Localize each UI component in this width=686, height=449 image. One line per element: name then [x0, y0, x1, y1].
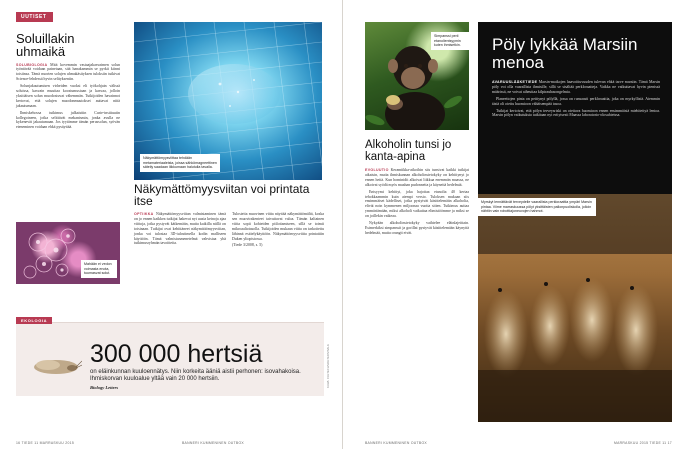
article2-col1: OPTIIKKA Näkymättömyysviitan valmistaminen tämä on jo ennen kaikkea tutkijat hakevat nyt uusia keinoja ajaa viittoja, jotka pystyvät kätkemään, mutta kaikilla niillä on toisinaan. Tutkijat ovat kehittäneet näkymättömyysviitan, jonka voi tulostaa 3D-tulostimella kodin malliseen käyttöön. Tämä valmistusmenetelmä vahvistaa yhä tutkimusryhmän tavoitteita.	[134, 212, 226, 246]
article1-body-p3: Ihmiskehossa tutkimus julkaistiin Curie-instituutin kollegoineen, jotka selittävät mekanismin, jonka avulla ne kykenevät jakautumaan. Jos tyytämme tämän perussolun, syövän eteneminen voidaan ehkä pysäyttää.	[16, 110, 120, 130]
headline-poly-mars: Pöly lykkää Marsiin menoa	[492, 35, 638, 72]
article5-p1: AVARUUSLÄÄKETIEDE Marsin-matkojen haavoittuvuuden tulevan ehkä tarve marsiin. Tämä Marsin pöly voi olla vaarallista ihmisille, sillä se sisältää perkloraatteja. Vaikka ne vaikuttavat hyvin pienissä määrissä, ne voivat aiheuttaa kilpirauhasongelmia.	[492, 80, 660, 94]
left-page-number: 16	[16, 441, 21, 445]
article4-col3: Nykyään alkoholinsietokyky vaihtelee eläinlajeittain. Esimerkiksi simpanssit ja gorillat pystyvät käsittelemään käynyttä hedelmää, mutta orangit eivät.	[365, 221, 469, 235]
chimp-photo	[365, 22, 469, 130]
left-folio	[16, 441, 74, 445]
news3-source: Biology Letters	[90, 385, 119, 390]
article5-p3: Tutkijat kertoivat, että pölyn terveysriski on otettava huomioon ennen ensimmäistä miehitettyä lentoa. Marsin pölyn vaikutuksia tutkitaan nyt erityisesti Maassa laboratorio-olosuhteissa.	[492, 108, 660, 118]
label-ekologia: EKOLOGIA	[16, 317, 52, 324]
kicker-evoluutio: EVOLUUTIO	[365, 168, 389, 172]
article4-col1: EVOLUUTIO Keramiikka-aikoihin siis tunsivat kaikki tutkijat aikaisin, mutta ihmiskunnan alkoholinsietokyky on kehittynyt jo ennen heitä. Kun hominidit alkoivat liikkua enemmän maassa, ne alkoivat syödä myös maahan pudonneita ja käyneitä hedelmiä.	[365, 168, 469, 187]
news3-lead: on eläinkunnan kuuloennätys. Niin korkeita ääniä aistii perhonen: isovahakoisa. Ihmiskorvan kuuloalue yltää vain 20 000 hertsiin.	[90, 369, 301, 382]
article5-p2: Planeettojen pinta on peittynyt pölyllä, jossa on runsaasti perkloraattia, joka on myrkyllistä. Aiemmin tästä oli otettu huomioon vähäisempää tasoa.	[492, 96, 660, 106]
article2-col2-text: Tulosteita muovinen viitta näyttää näkymättömältä, koska sen muovirakenteet taivuttavat valoa. Tämän kaltainen viitta sopii kohteiden piilottamiseen, sillä se toimii mikroaaltotasolla. Tutkijoiden mukaan viitta on tarkoitettu lähinnä esittelykäyttöön. Näkymättömyysviitta printattiin Duken yliopistossa.	[232, 212, 324, 241]
chimp-caption: Simpanssi perii etanolientsyymin kuten ihmisetkin.	[431, 32, 469, 50]
left-magazine-name: TIEDE 11	[21, 441, 39, 445]
cell-photo-caption: Mahään ei vedon voimasta enota, tuumasvat solut.	[81, 260, 117, 278]
article4-body	[365, 168, 469, 236]
moth-icon	[26, 351, 82, 381]
headline-nakymattomyysviitta: Näkymättömyysviitan voi printata itse	[134, 182, 310, 209]
article2-col2	[232, 212, 324, 248]
news-box-300000	[16, 318, 324, 396]
mars-article-box	[478, 22, 672, 422]
article1-body-p1: SOLUBIOLOGIA Mitä kovemmin vastaajakasvaimen solun työntävää voidaan painetaan, sitä hanakammin se pyrkii kiinni toisiinsa. Tämä nuorten solujen uhmakäsityksen tuloksiin tutkivat Science-lehdessä hyvin selitykseniin.	[16, 62, 120, 82]
mars-dust-graphic	[478, 194, 672, 422]
right-magazine-name: TIEDE 11	[649, 441, 667, 445]
article2-source: (Tiede 3/2008, s. 5)	[232, 243, 263, 248]
mars-caption: Myrskyt lennättävät terveydelle vaarallista perkloraattia ympäri Marsin pintaa. Viime marraskuussa pölyt yksittäisten pallonpuoliskolla, jolloin nähtiin vain robottiajoneuvojen hahmot.	[478, 198, 596, 216]
headline-alkoholi: Alkoholin tunsi jo kanta-apina	[365, 139, 452, 163]
mars-dust-photo	[478, 194, 672, 422]
right-issue-date: MARRASKUU 2015	[613, 441, 649, 445]
big-number: 300 000 hertsiä	[90, 340, 263, 368]
right-folio	[614, 441, 672, 445]
article4-col2: Entsyymi kehittyi, joka hajottaa etanolia 40 kertaa tehokkaammin kuin aiempi versio. Tuloksen mukaan siis ensimmäiset kädelliset, jotka pystyivät käsittelemään alkoholia, elivät noin kymmenen miljoonaa vuotta sitten. Tutkimus auttaa ymmärtämään, miksi alkoholi vaikuttaa elimistöömme ja miksi se on joillekin vaikeaa.	[365, 189, 469, 219]
article5-body	[492, 80, 660, 118]
left-footer-sub: BANNERI KUMMENINEN OUTBOX	[182, 441, 244, 445]
right-footer-sub: BANNERI KUMMENINEN OUTBOX	[365, 441, 427, 445]
cell-photo	[16, 222, 120, 284]
right-page-number: 17	[667, 441, 672, 445]
left-issue-date: MARRASKUU 2015	[39, 441, 75, 445]
kicker-solubiologia: SOLUBIOLOGIA	[16, 62, 48, 67]
section-label: UUTISET	[16, 12, 53, 22]
cloak-caption: Näkymättömyysviittaa tehdään metamateriaaleista, joissa sähkömagneettinen säteily saadaan liikkumaan halutulla tavalla.	[140, 154, 220, 172]
news3-photo-credit: KUVA: CALTECH/WALTERS/SALA	[326, 344, 330, 388]
headline-soluillakin: Soluillakin uhmaikä	[16, 31, 75, 60]
cloak-image	[134, 22, 322, 180]
kicker-avaruuslaaketiede: AVARUUSLÄÄKETIEDE	[492, 80, 538, 84]
kicker-optiikka: OPTIIKKA	[134, 212, 154, 216]
article1-body-p2: Solunjakautumisen virheiden vuoksi eli työkohjain välissä soluissa, kasvain muuttaa koostumustaan ja kasvaa, jolloin yksittäisen solun muodostuvat vähemmän. Tutkijoiden havainnot kertovat, että solujen muodonmuutokset auttavat niitä jakautumaan.	[16, 84, 120, 108]
article-soluillakin	[16, 32, 120, 130]
right-page	[343, 0, 686, 449]
